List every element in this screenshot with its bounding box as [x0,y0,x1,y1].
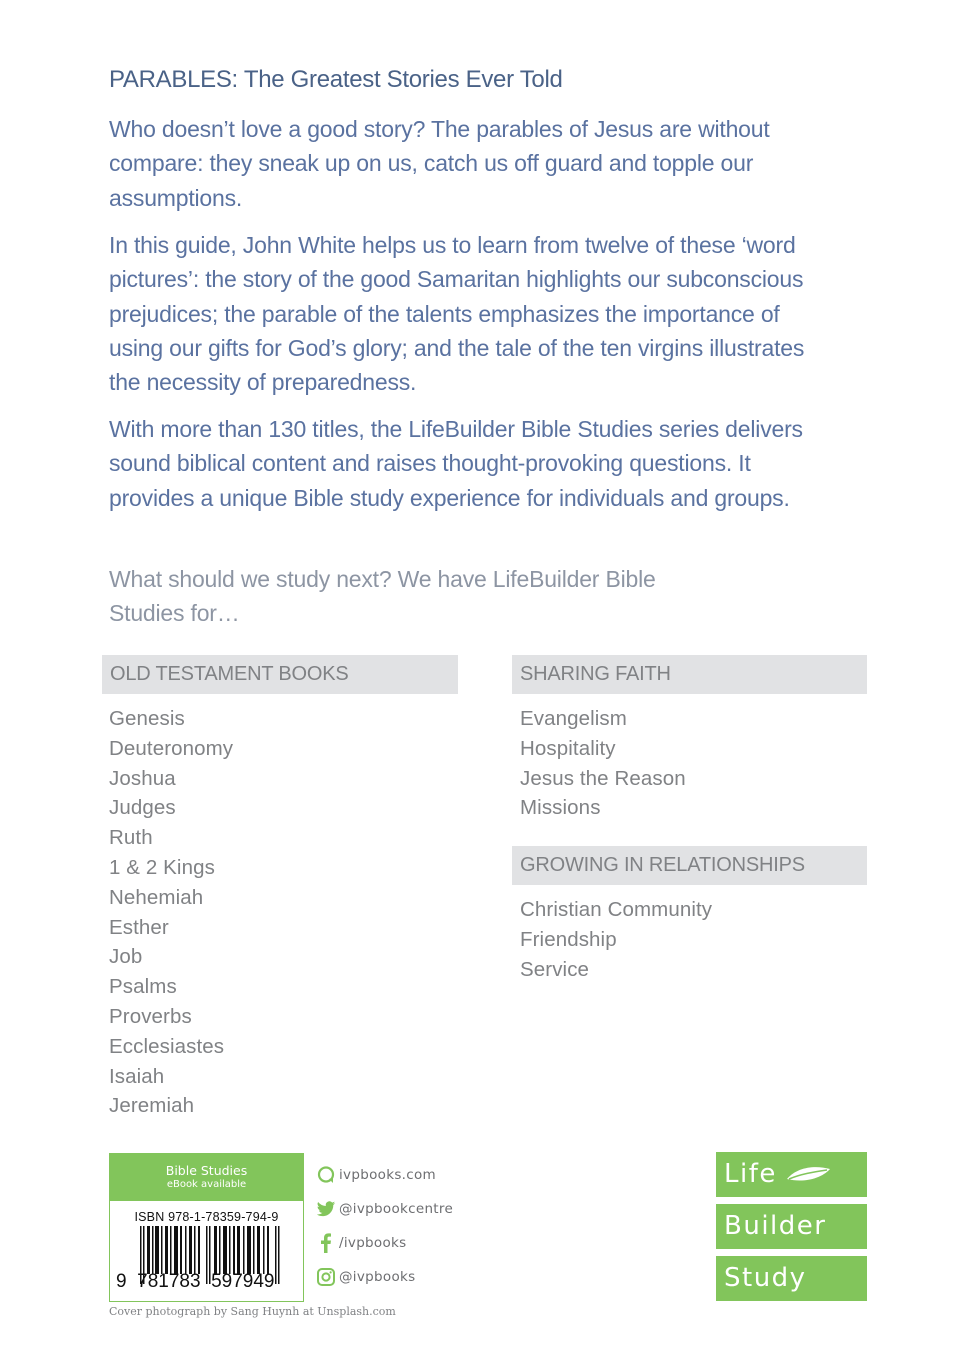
instagram-handle[interactable]: @ivpbooks [339,1269,416,1285]
study-next-prompt: What should we study next? We have LifeBuilder Bible Studies for… [109,566,656,627]
ebook-banner [110,1154,303,1201]
social-website[interactable] [316,1165,436,1185]
twitter-handle[interactable]: @ivpbookcentre [339,1201,454,1217]
list-item: Isaiah [109,1064,165,1088]
list-item: Ruth [109,826,153,850]
category-header-relationships: GROWING IN RELATIONSHIPS [512,846,867,885]
list-item: Deuteronomy [109,736,234,760]
list-item: Ecclesiastes [109,1034,225,1058]
isbn-text: ISBN 978-1-78359-794-9 [134,1210,279,1224]
logo-builder: Builder [716,1204,867,1249]
social-facebook[interactable] [316,1233,407,1253]
logo-study: Study [716,1256,867,1301]
facebook-handle[interactable]: /ivpbooks [339,1235,407,1251]
facebook-icon [316,1233,336,1253]
website-link[interactable]: ivpbooks.com [339,1167,436,1183]
list-item: Genesis [109,707,185,730]
list-item: Jeremiah [109,1094,195,1118]
ebook-banner-title: Bible Studies [165,1163,248,1178]
description-paragraph-3: With more than 130 titles, the LifeBuilder Bible Studies series delivers sound biblical content and raises thought-provoking questions. It provides a unique Bible study experience for individuals and groups. [109,416,803,511]
list-item: Proverbs [109,1004,192,1028]
list-item: Nehemiah [109,885,204,909]
list-item: Missions [520,796,601,820]
list-item: 1 & 2 Kings [109,855,215,879]
list-item: Friendship [520,927,617,951]
description-paragraph-2: In this guide, John White helps us to learn from twelve of these ‘word pictures’: the story of the good Samaritan highlights our subconscious prejudices; the parable of the talents emphasizes the importance of using our gifts for God’s glory; and the tale of the ten virgins illustrates the necessity of preparedness. [109,232,805,396]
list-item: Service [520,957,590,981]
list-item: Psalms [109,975,177,999]
social-instagram[interactable] [316,1267,415,1287]
description-paragraph-1: Who doesn’t love a good story? The parables of Jesus are without compare: they sneak up on us, catch us off guard and topple our assumptions. [109,116,770,211]
list-item: Esther [109,915,169,939]
old-testament-list [109,704,233,1121]
twitter-icon [316,1199,336,1219]
barcode-block [109,1153,304,1302]
list-item: Christian Community [520,898,713,921]
category-header-old-testament: OLD TESTAMENT BOOKS [102,655,458,694]
web-bubble-icon [316,1165,336,1185]
barcode-digits: 9 781783 597949 [116,1271,275,1292]
logo-life [716,1152,867,1197]
leaf-icon [785,1165,831,1185]
list-item: Jesus the Reason [520,766,686,790]
logo-word-life: Life [724,1159,777,1189]
social-twitter[interactable] [316,1199,453,1219]
photo-credit: Cover photograph by Sang Huynh at Unsplash.com [109,1305,396,1318]
category-header-sharing-faith: SHARING FAITH [512,655,867,694]
instagram-icon [316,1267,336,1287]
list-item: Job [109,945,143,969]
relationships-list [520,895,712,984]
list-item: Judges [109,796,176,820]
ebook-banner-subtitle: eBook available [166,1179,247,1190]
list-item: Evangelism [520,707,627,730]
book-title: PARABLES: The Greatest Stories Ever Told [109,66,563,93]
list-item: Hospitality [520,736,616,760]
list-item: Joshua [109,766,176,790]
sharing-faith-list [520,704,686,823]
